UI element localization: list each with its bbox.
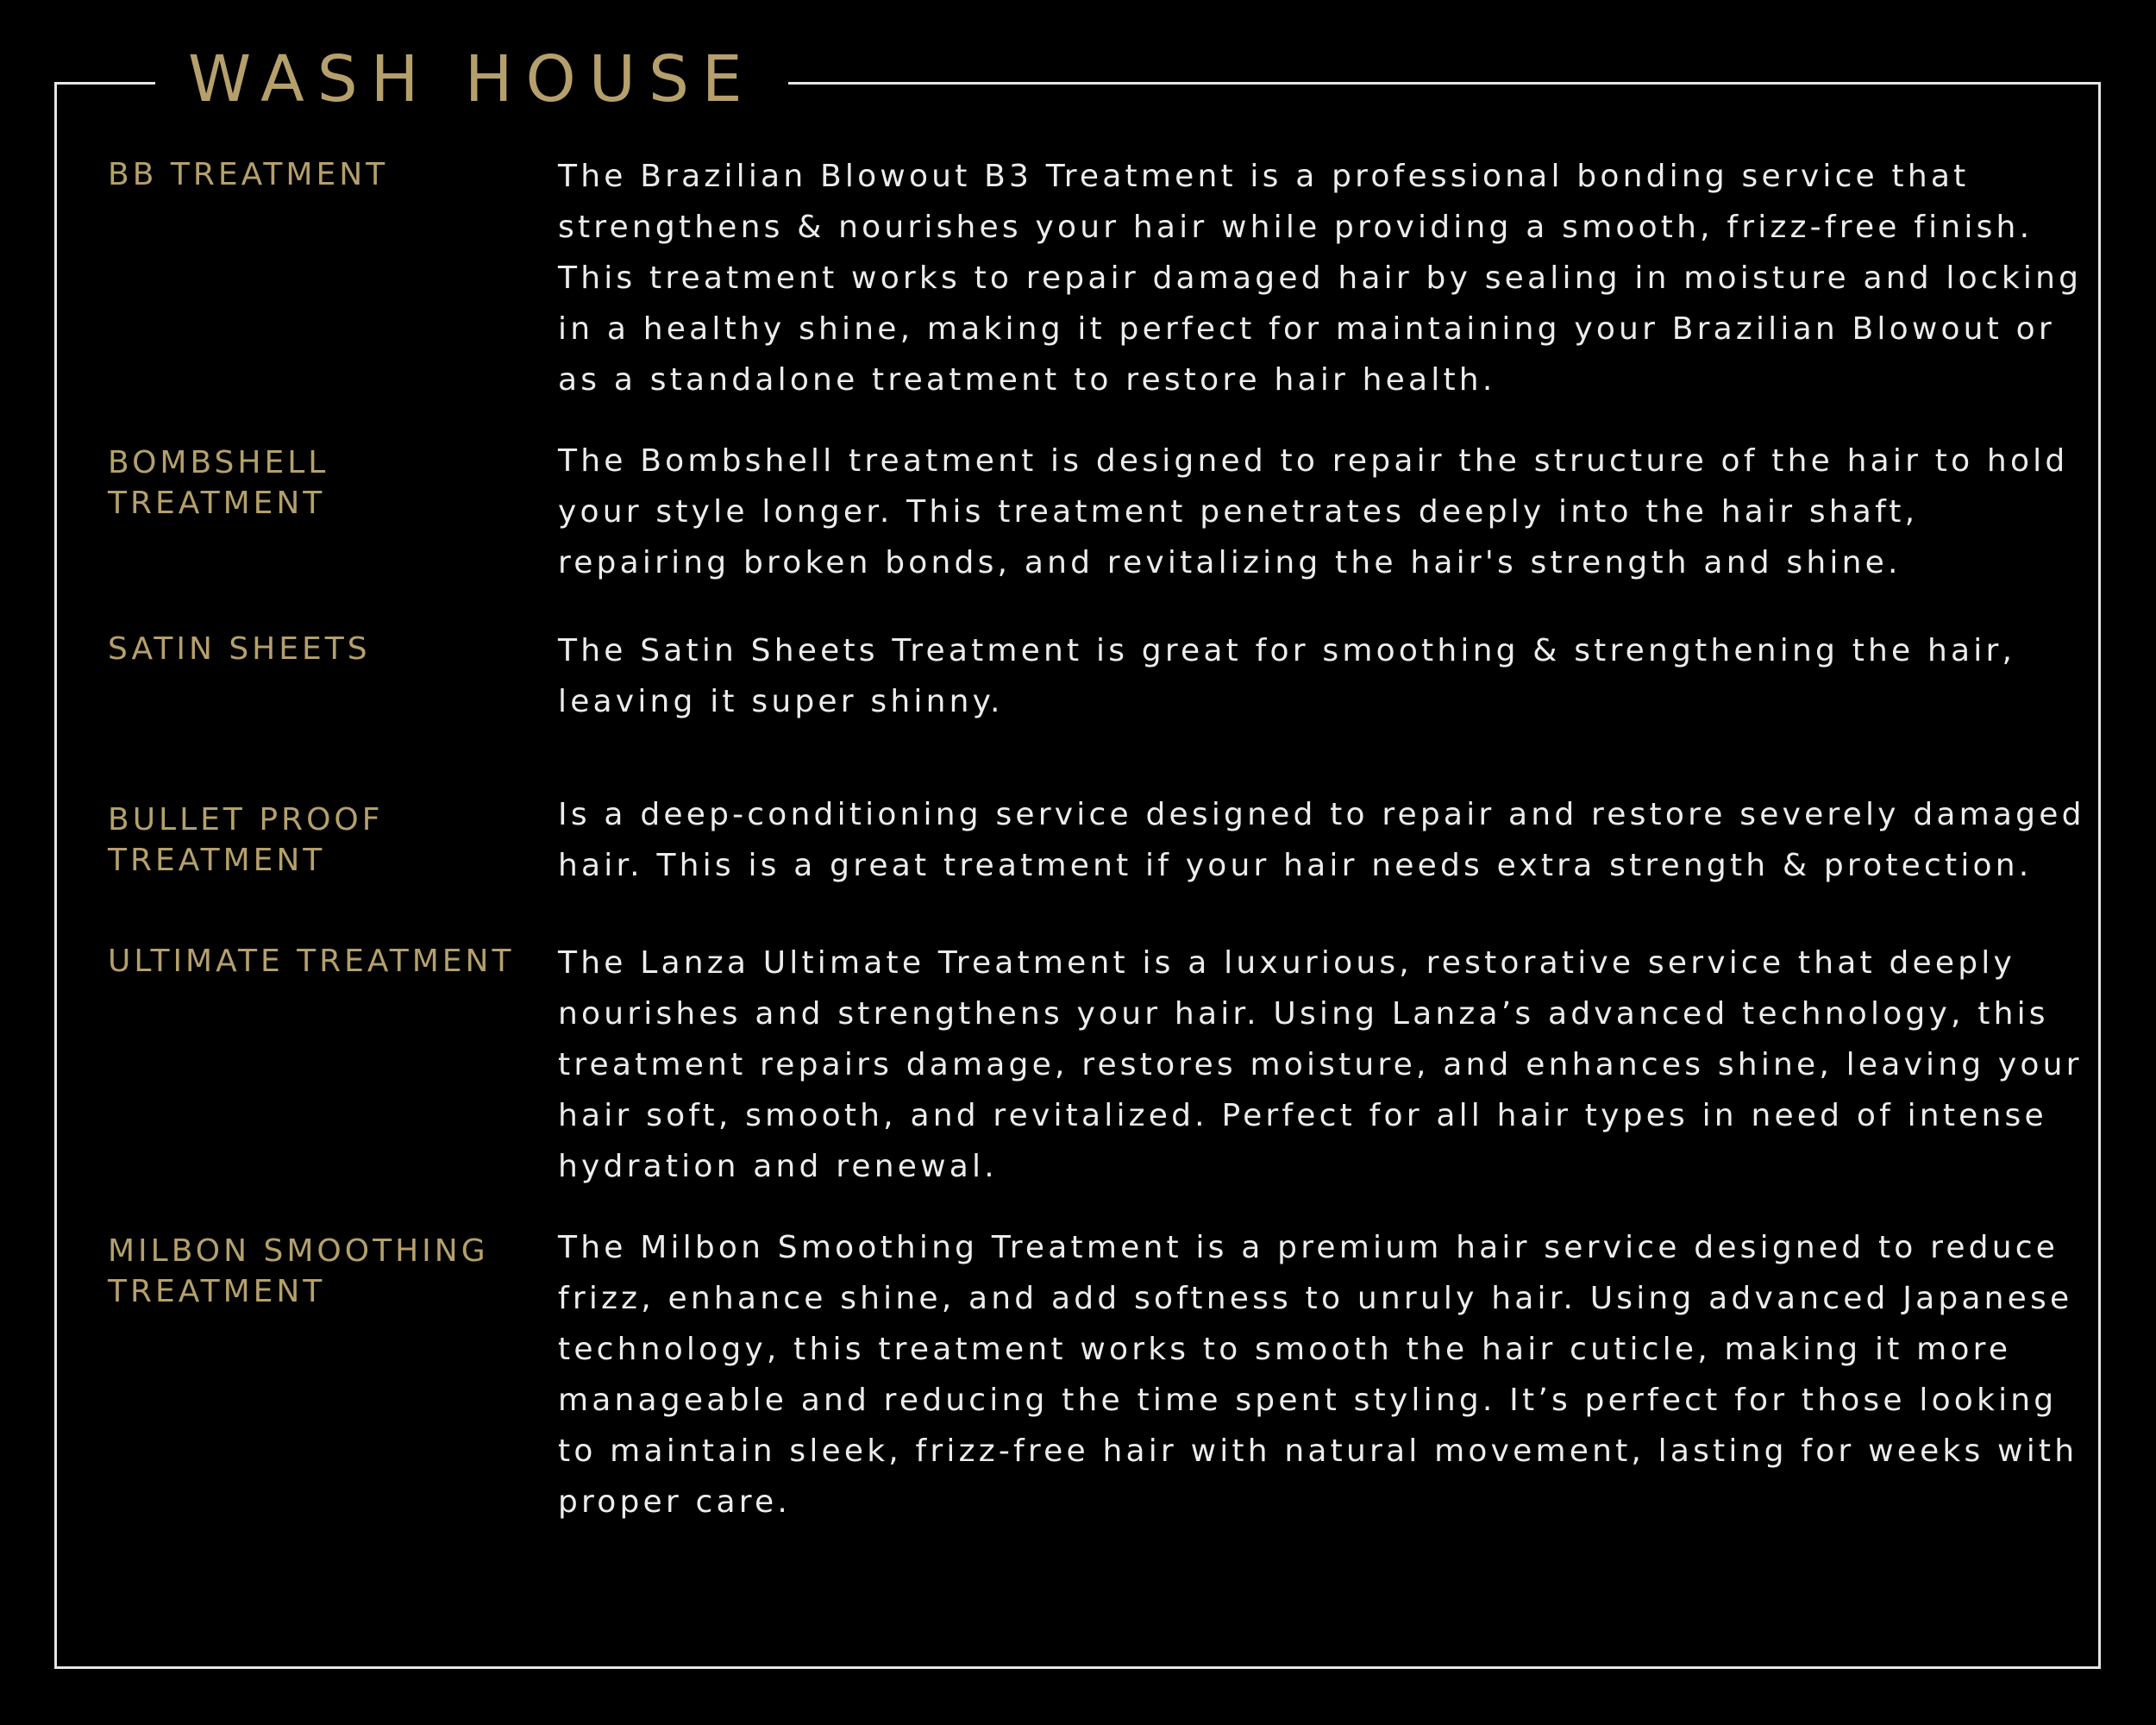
service-name: BOMBSHELL TREATMENT	[108, 445, 329, 521]
service-description: The Lanza Ultimate Treatment is a luxurious, restorative service that deeply nourishes and strengthens your hair. Using Lanza’s advanced technology, this treatment repairs damage, restores moisture, and enhances shine, leaving your hair soft, smooth, and revitalized. Perfect for all hair types in need of intense hydration and renewal.	[558, 945, 2083, 1184]
service-name: SATIN SHEETS	[108, 631, 371, 667]
service-description: The Satin Sheets Treatment is great for smoothing & strengthening the hair, leaving it super shinny.	[558, 633, 2016, 719]
service-name: MILBON SMOOTHING TREATMENT	[108, 1233, 489, 1309]
service-name: ULTIMATE TREATMENT	[108, 944, 515, 979]
service-description: The Brazilian Blowout B3 Treatment is a professional bonding service that strengthens & nourishes your hair while providing a smooth, frizz-free finish. This treatment works to repair damaged hair by sealing in moisture and locking in a healthy shine, making it perfect for maintaining your Brazilian Blowout or as a standalone treatment to restore hair health.	[558, 159, 2083, 398]
service-description: Is a deep-conditioning service designed to repair and restore severely damaged hair. This is a great treatment if your hair needs extra strength & protection.	[558, 797, 2085, 883]
service-name: BB TREATMENT	[108, 157, 389, 192]
service-description: The Milbon Smoothing Treatment is a premium hair service designed to reduce frizz, enhance shine, and add softness to unruly hair. Using advanced Japanese technology, this treatment works to smooth the hair cuticle, making it more manageable and reducing the time spent styling. It’s perfect for those looking to maintain sleek, frizz-free hair with natural movement, lasting for weeks with proper care.	[558, 1230, 2078, 1520]
page-title: WASH HOUSE	[155, 38, 788, 121]
service-name: BULLET PROOF TREATMENT	[108, 802, 384, 878]
service-description: The Bombshell treatment is designed to repair the structure of the hair to hold your style longer. This treatment penetrates deeply into the hair shaft, repairing broken bonds, and revitalizing the hair's strength and shine.	[558, 443, 2069, 580]
